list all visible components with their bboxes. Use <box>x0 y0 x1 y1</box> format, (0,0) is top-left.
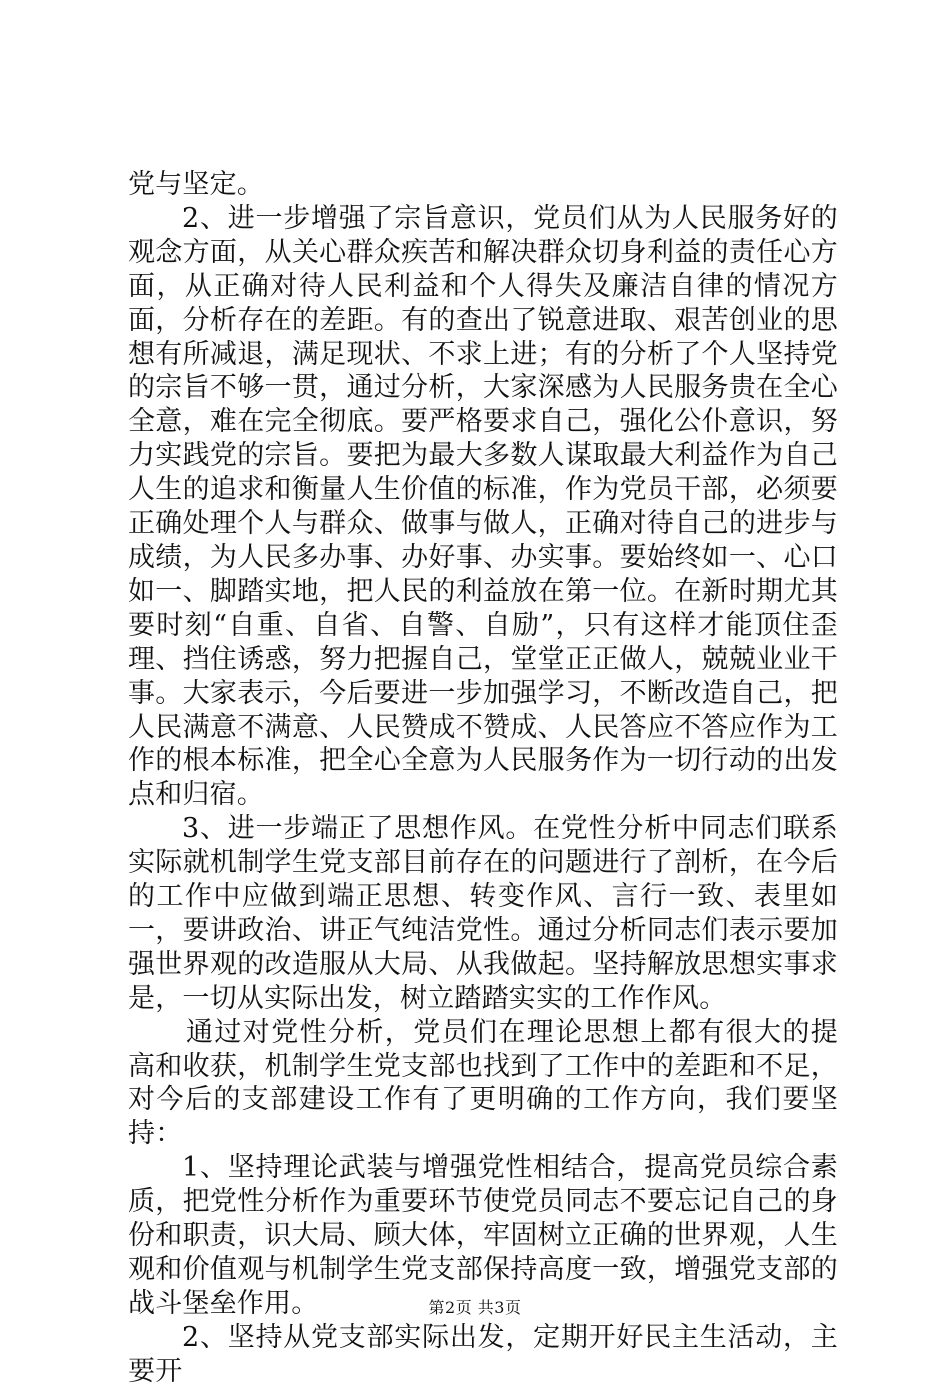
page-number-footer: 第2页 共3页 <box>428 1298 522 1317</box>
paragraph-item-3-thought-style: 3、进一步端正了思想作风。在党性分析中同志们联系实际就机制学生党支部目前存在的问题进行了剖析，在今后的工作中应做到端正思想、转变作风、言行一致、表里如一，要讲政治、讲正气纯洁党性。通过分析同志们表示要加强世界观的改造服从大局、从我做起。坚持解放思想实事求是，一切从实际出发，树立踏踏实实的工作作风。 <box>128 813 838 1014</box>
paragraph-item-2-purpose-awareness: 2、进一步增强了宗旨意识，党员们从为人民服务好的观念方面，从关心群众疾苦和解决群众切身利益的责任心方面，从正确对待人民利益和个人得失及廉洁自律的情况方面，分析存在的差距。有的查出了锐意进取、艰苦创业的思想有所减退，满足现状、不求上进；有的分析了个人坚持党的宗旨不够一贯，通过分析，大家深感为人民服务贵在全心全意，难在完全彻底。要严格要求自己，强化公仆意识，努力实践党的宗旨。要把为最大多数人谋取最大利益作为自己人生的追求和衡量人生价值的标准，作为党员干部，必须要正确处理个人与群众、做事与做人，正确对待自己的进步与成绩，为人民多办事、办好事、办实事。要始终如一、心口如一、脚踏实地，把人民的利益放在第一位。在新时期尤其要时刻“自重、自省、自警、自励”，只有这样才能顶住歪理、挡住诱惑，努力把握自己，堂堂正正做人，兢兢业业干事。大家表示，今后要进一步加强学习，不断改造自己，把人民满意不满意、人民赞成不赞成、人民答应不答应作为工作的根本标准，把全心全意为人民服务作为一切行动的出发点和归宿。 <box>128 202 838 811</box>
paragraph-commitment-1: 1、坚持理论武装与增强党性相结合，提高党员综合素质，把党性分析作为重要环节使党员同志不要忘记自己的身份和职责，识大局、顾大体，牢固树立正确的世界观，人生观和价值观与机制学生党支部保持高度一致，增强党支部的战斗堡垒作用。 <box>128 1152 838 1319</box>
paragraph-commitment-2: 2、坚持从党支部实际出发，定期开好民主生活动，主要开 <box>128 1321 838 1387</box>
paragraph-summary: 通过对党性分析，党员们在理论思想上都有很大的提高和收获，机制学生党支部也找到了工作中的差距和不足，对今后的支部建设工作有了更明确的工作方向，我们要坚持： <box>128 1016 838 1150</box>
paragraph-continuation: 党与坚定。 <box>128 169 264 200</box>
document-body <box>128 168 838 1389</box>
